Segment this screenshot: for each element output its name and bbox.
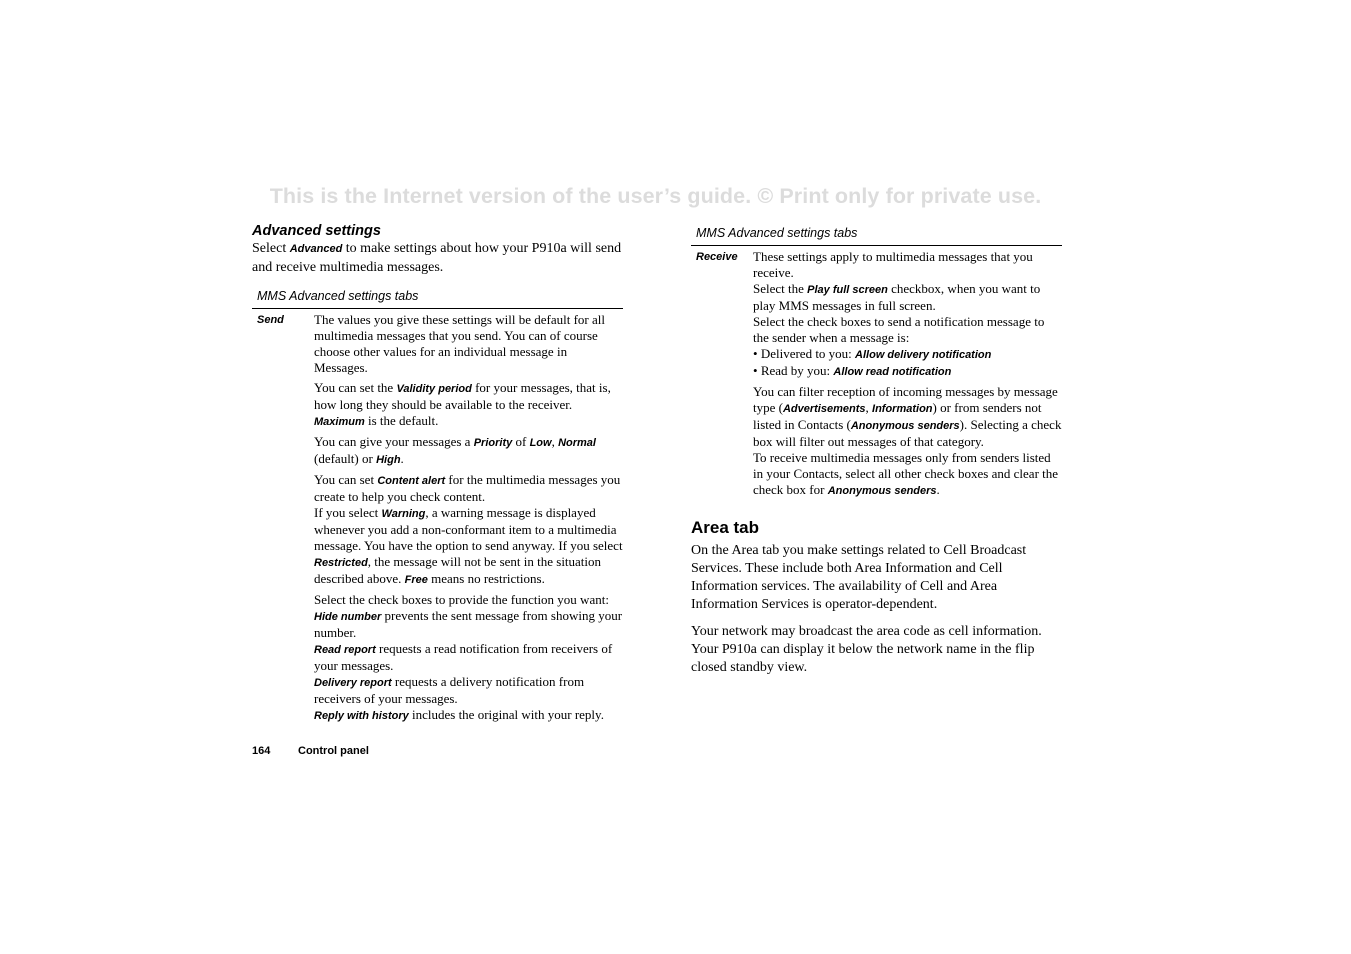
area-tab-paragraph-1: On the Area tab you make settings related to Cell Broadcast Services. These include both Area Information and Cell Information services. The availability of Cell and Area Information Services is operator-dependent. <box>691 543 1027 612</box>
area-tab-heading: Area tab <box>691 518 760 537</box>
send-table-caption: MMS Advanced settings tabs <box>252 289 623 309</box>
footer-section-title: Control panel <box>298 745 369 757</box>
left-column <box>252 222 623 724</box>
bullet-delivered: • Delivered to you: Allow delivery notification <box>753 346 992 361</box>
page-number: 164 <box>252 745 271 757</box>
receive-paragraph-notifications: These settings apply to multimedia messages that you receive. Select the Play full screen checkbox, when you want to play MMS messages in full screen. Select the check boxes to send a notification message to the sender when a message is: • Delivered to you: Allow delivery notification • Read by you: Allow read notification <box>753 249 1062 380</box>
right-column <box>691 226 1062 677</box>
receive-row-body <box>753 249 1062 499</box>
area-tab-paragraph-2: Your network may broadcast the area code as cell information. Your P910a can display it below the network name in the flip closed standby view. <box>691 624 1042 675</box>
send-row-label: Send <box>257 314 284 326</box>
receive-table-row <box>691 246 1062 499</box>
send-paragraph-check-boxes: Select the check boxes to provide the function you want: Hide number prevents the sent message from showing your number. Read report requests a read notification from receivers of your messages. Delivery report requests a delivery notification from receivers of your messages. Reply with history includes the original with your reply. <box>314 592 623 722</box>
advanced-settings-intro: Select Advanced to make settings about how your P910a will send and receive multimedia messages. <box>252 241 622 275</box>
send-paragraph-priority: You can give your messages a Priority of Low, Normal (default) or High. <box>314 434 596 466</box>
receive-row-label: Receive <box>696 251 738 263</box>
send-paragraph-content-alert: You can set Content alert for the multimedia messages you create to help you check content. If you select Warning, a warning message is displayed whenever you add a non-conformant item to a multimedia message. You have the option to send anyway. If you select Restricted, the message will not be sent in the situation described above. Free means no restrictions. <box>314 472 623 586</box>
send-table-row <box>252 309 623 724</box>
receive-paragraph-filter: You can filter reception of incoming messages by message type (Advertisements, Information) or from senders not listed in Contacts (Anonymous senders). Selecting a check box will filter out messages of that category. To receive multimedia messages only from senders listed in your Contacts, select all other check boxes and clear the check box for Anonymous senders. <box>753 384 1062 497</box>
send-row-body <box>314 312 623 724</box>
watermark-notice: This is the Internet version of the user’s guide. © Print only for private use. <box>269 184 1042 208</box>
bullet-read: • Read by you: Allow read notification <box>753 363 952 378</box>
send-paragraph-defaults: The values you give these settings will be default for all multimedia messages that you send. You can of course choose other values for an individual message in Messages. <box>314 312 605 375</box>
send-paragraph-validity: You can set the Validity period for your messages, that is, how long they should be available to the receiver. Maximum is the default. <box>314 380 611 428</box>
receive-table-caption: MMS Advanced settings tabs <box>691 226 1062 246</box>
advanced-settings-heading: Advanced settings <box>252 223 381 239</box>
page-footer <box>252 745 369 757</box>
